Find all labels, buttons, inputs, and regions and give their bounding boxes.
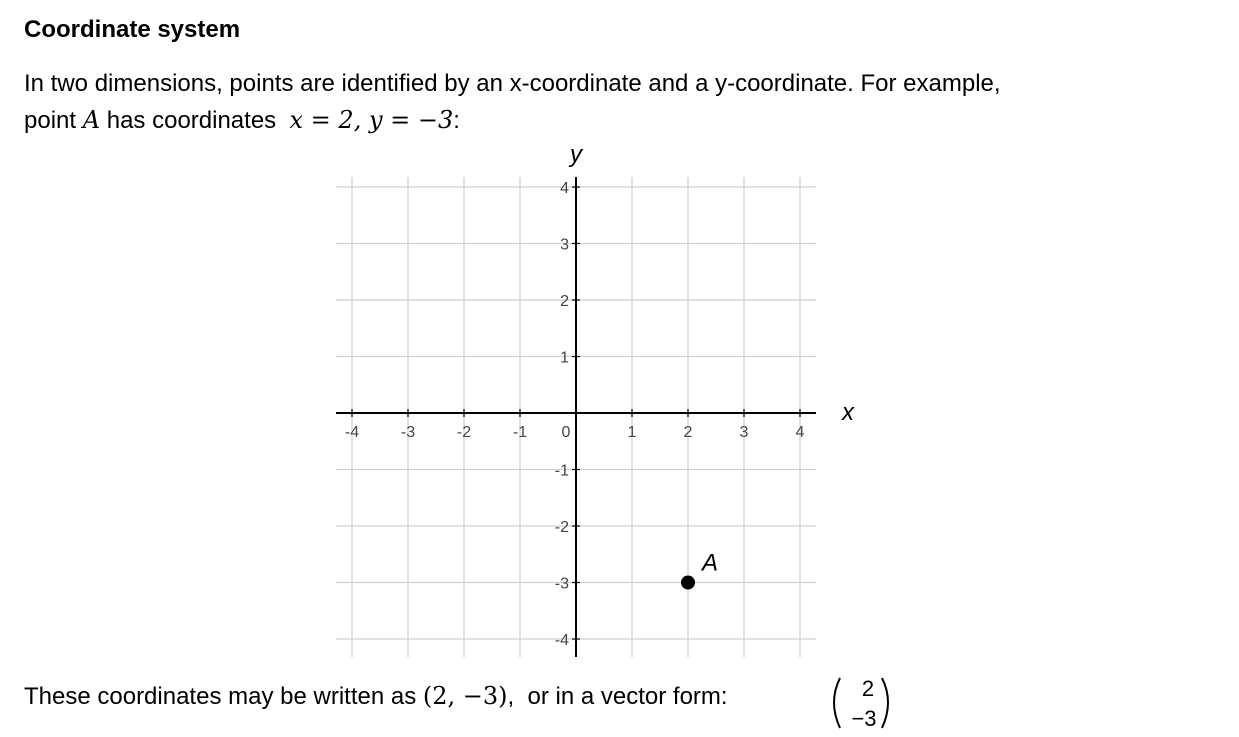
coordinate-equation: x = 2, y = −3 xyxy=(289,106,454,134)
point-group xyxy=(681,550,718,590)
y-tick-label: 3 xyxy=(560,236,569,254)
y-tick-label: -4 xyxy=(554,632,569,649)
conclusion-line xyxy=(24,682,734,711)
y-tick-label: -3 xyxy=(554,575,569,593)
y-tick-label: -2 xyxy=(554,519,569,536)
point-a-marker xyxy=(681,576,695,590)
vector-top: 2 xyxy=(861,676,875,701)
x-tick-label: -4 xyxy=(344,424,360,441)
intro-suffix: : xyxy=(453,107,460,134)
x-tick-label: -2 xyxy=(456,424,472,441)
x-tick-label: 0 xyxy=(561,424,571,441)
intro-line-1: In two dimensions, points are identified by an x-coordinate and a y-coordinate. For example, xyxy=(24,70,1001,97)
x-tick-label: 2 xyxy=(683,424,693,441)
column-vector xyxy=(826,672,896,732)
y-axis-label: y xyxy=(570,141,582,168)
conclusion-text: These coordinates may be written as xyxy=(24,683,423,710)
tick-labels xyxy=(345,180,805,649)
x-tick-label: 4 xyxy=(795,424,805,441)
x-tick-label: -1 xyxy=(512,424,528,441)
y-tick-label: 2 xyxy=(560,293,569,310)
left-paren xyxy=(834,678,840,728)
point-name-inline: A xyxy=(82,106,101,134)
intro-mid: has coordinates xyxy=(100,107,290,134)
conclusion-middle: , or in a vector form: xyxy=(507,683,735,710)
x-tick-label: 1 xyxy=(627,424,637,441)
section-heading: Coordinate system xyxy=(24,16,241,43)
y-tick-label: -1 xyxy=(554,462,569,480)
vector-bottom: −3 xyxy=(851,706,877,731)
x-tick-label: -3 xyxy=(400,424,416,441)
point-a-label: A xyxy=(701,549,719,577)
x-axis-label: x xyxy=(842,399,854,426)
y-tick-label: 4 xyxy=(560,180,569,197)
coordinate-pair: (2, −3) xyxy=(422,682,508,710)
intro-prefix: point xyxy=(24,107,83,134)
y-tick-label: 1 xyxy=(560,349,569,367)
right-paren xyxy=(882,678,888,728)
x-tick-label: 3 xyxy=(739,424,749,441)
